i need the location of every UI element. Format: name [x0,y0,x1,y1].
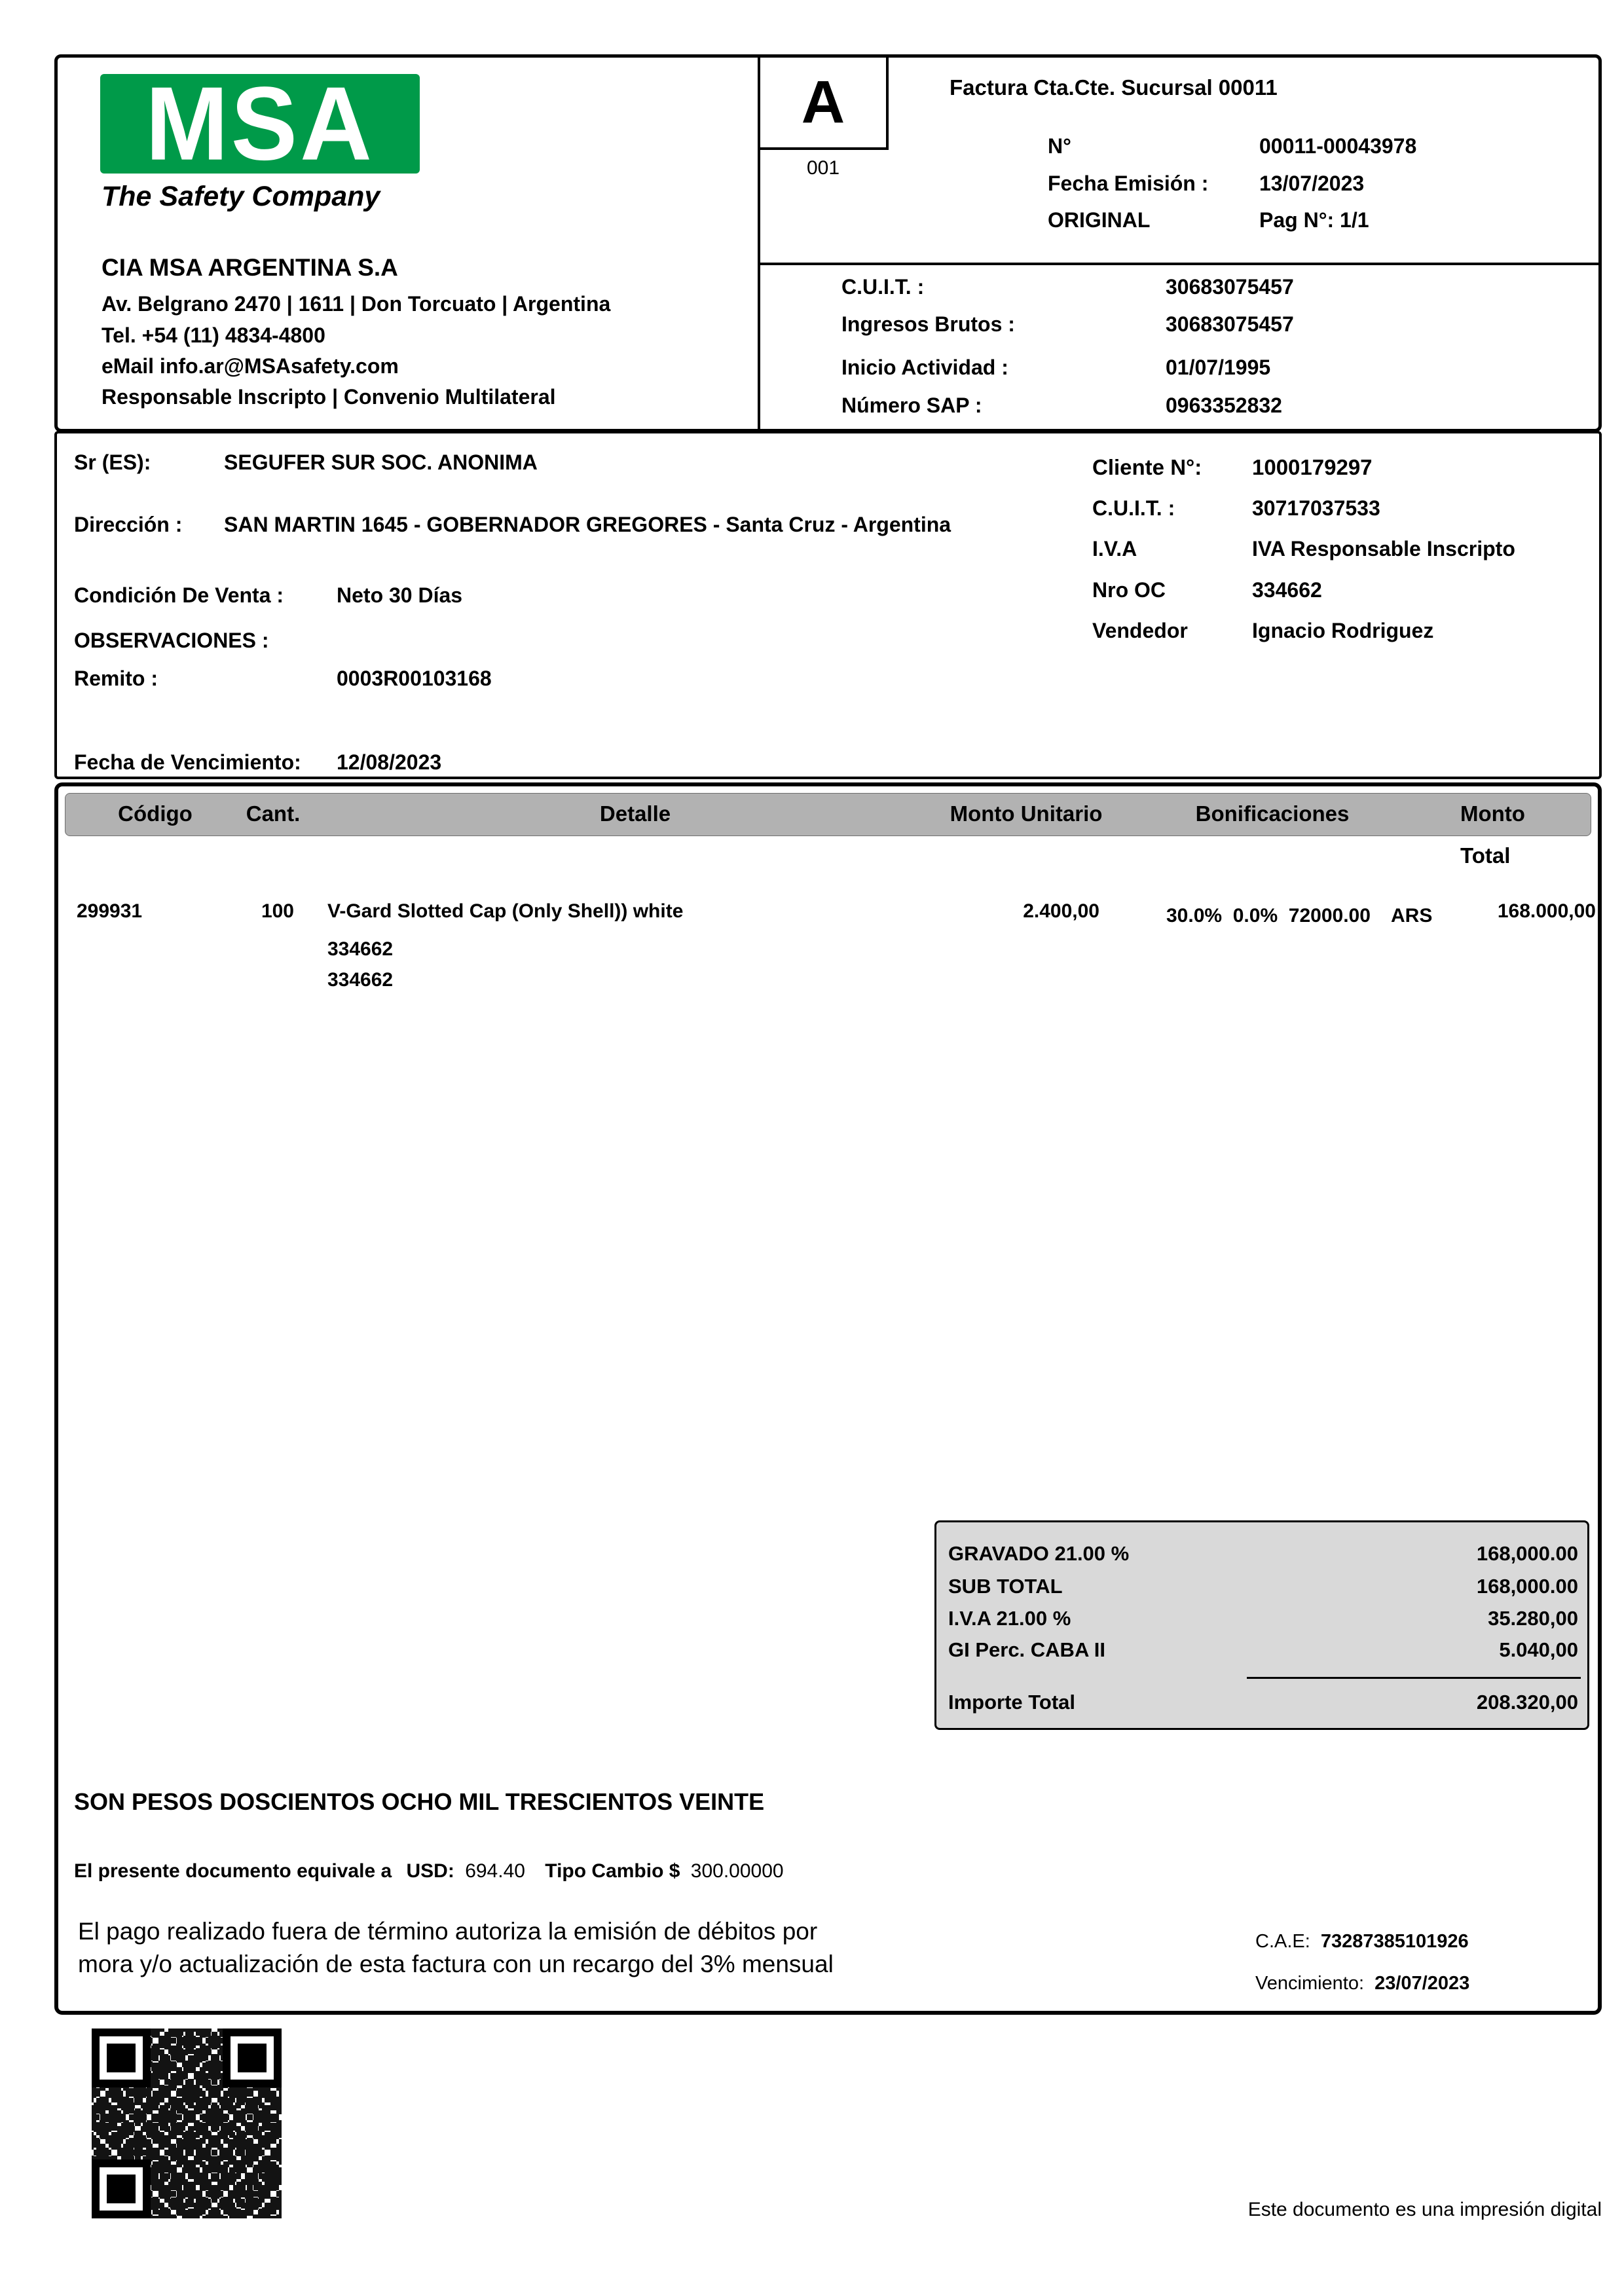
col-header-bonificaciones: Bonificaciones [1195,801,1350,826]
nro-oc-value: 334662 [1252,578,1322,602]
nro-oc-label: Nro OC [1092,578,1166,602]
usd-equivalence-line [74,1860,784,1882]
invoice-title: Factura Cta.Cte. Sucursal 00011 [950,75,1278,100]
company-phone: Tel. +54 (11) 4834-4800 [101,323,325,347]
gi-perc-label: GI Perc. CABA II [948,1638,1106,1661]
legal-paragraph [78,1915,834,1981]
original-label: ORIGINAL [1048,208,1151,232]
col-header-cant: Cant. [246,801,301,826]
vendedor-value: Ignacio Rodriguez [1252,619,1434,642]
condicion-venta-value: Neto 30 Días [337,583,463,607]
amount-in-words: SON PESOS DOSCIENTOS OCHO MIL TRESCIENTOS VEINTE [74,1788,765,1815]
customer-name: SEGUFER SUR SOC. ANONIMA [224,450,538,474]
cae-vencimiento-line [1255,1973,1469,1994]
totals-box [934,1520,1589,1730]
item-cant: 100 [261,900,294,922]
totals-divider [1247,1677,1581,1679]
cae-line [1255,1931,1469,1953]
cae-value: 73287385101926 [1320,1931,1469,1952]
msa-logo [100,65,420,183]
equivalence-prefix: El presente documento equivale a [74,1860,392,1882]
cuit-company-value: 30683075457 [1166,275,1294,299]
page-number: Pag N°: 1/1 [1259,208,1369,232]
iva-total-value: 35.280,00 [1488,1607,1578,1630]
invoice-letter-box [760,58,889,150]
observaciones-label: OBSERVACIONES : [74,629,269,652]
direccion-value: SAN MARTIN 1645 - GOBERNADOR GREGORES - Santa Cruz - Argentina [224,513,951,536]
col-header-monto-total: Monto Total [1460,801,1525,868]
fecha-emision-label: Fecha Emisión : [1048,172,1209,195]
customer-section [54,431,1602,779]
fecha-emision-value: 13/07/2023 [1259,172,1365,195]
inicio-actividad-value: 01/07/1995 [1166,356,1271,379]
legal-line1: El pago realizado fuera de término autoriza la emisión de débitos por [78,1918,818,1945]
item-detalle-line2: 334662 [327,938,394,960]
gravado-value: 168,000.00 [1476,1542,1578,1565]
fecha-vencimiento-value: 12/08/2023 [337,750,442,774]
cuit-company-label: C.U.I.T. : [841,275,925,299]
company-email: eMail info.ar@MSAsafety.com [101,354,399,378]
company-address: Av. Belgrano 2470 | 1611 | Don Torcuato | Argentina [101,292,611,316]
col-header-codigo: Código [118,801,193,826]
direccion-label: Dirección : [74,513,183,536]
col-header-detalle: Detalle [599,801,671,826]
cuit-cliente-label: C.U.I.T. : [1092,496,1175,520]
usd-label: USD: [406,1860,454,1882]
cae-label: C.A.E: [1255,1931,1310,1952]
sr-label: Sr (ES): [74,450,151,474]
invoice-letter: A [801,69,845,136]
condicion-venta-label: Condición De Venta : [74,583,284,607]
item-monto-total: 168.000,00 [1497,900,1596,922]
company-name: CIA MSA ARGENTINA S.A [101,254,398,281]
iva-total-label: I.V.A 21.00 % [948,1607,1071,1630]
invoice-number-label: N° [1048,134,1071,158]
gi-perc-value: 5.040,00 [1499,1638,1578,1661]
remito-value: 0003R00103168 [337,667,492,690]
iva-value: IVA Responsable Inscripto [1252,537,1515,560]
items-section [54,782,1602,2015]
header-section [54,54,1602,432]
invoice-letter-code: 001 [806,157,840,179]
digital-print-note: Este documento es una impresión digital [1247,2199,1602,2220]
cliente-numero-label: Cliente N°: [1092,455,1202,479]
item-moneda: ARS [1391,905,1433,927]
numero-sap-value: 0963352832 [1166,394,1282,417]
exchange-value: 300.00000 [690,1860,784,1882]
fecha-vencimiento-label: Fecha de Vencimiento: [74,750,301,774]
numero-sap-label: Número SAP : [841,394,982,417]
usd-value: 694.40 [465,1860,525,1882]
subtotal-value: 168,000.00 [1476,1575,1578,1598]
ingresos-brutos-label: Ingresos Brutos : [841,312,1015,336]
qr-code [92,2029,282,2218]
exchange-label: Tipo Cambio $ [545,1860,680,1882]
item-monto-unitario: 2.400,00 [1023,900,1099,922]
col-header-monto-unitario: Monto Unitario [950,801,1103,826]
importe-total-value: 208.320,00 [1476,1691,1578,1714]
company-tax-status: Responsable Inscripto | Convenio Multilateral [101,385,556,409]
gravado-label: GRAVADO 21.00 % [948,1542,1130,1565]
vendedor-label: Vendedor [1092,619,1188,642]
header-right-divider [758,263,1598,265]
importe-total-label: Importe Total [948,1691,1076,1714]
item-detalle-line3: 334662 [327,969,394,991]
remito-label: Remito : [74,667,158,690]
invoice-number-value: 00011-00043978 [1259,134,1417,158]
qr-finder-top-left [92,2029,151,2087]
msa-logo-text: MSA [145,65,375,183]
item-codigo: 299931 [77,900,143,922]
brand-tagline: The Safety Company [101,181,380,212]
cae-vencimiento-label: Vencimiento: [1255,1973,1365,1994]
qr-finder-bottom-left [92,2159,151,2218]
cuit-cliente-value: 30717037533 [1252,496,1380,520]
qr-finder-top-right [223,2029,282,2087]
ingresos-brutos-value: 30683075457 [1166,312,1294,336]
item-detalle-line1: V-Gard Slotted Cap (Only Shell)) white [327,900,684,922]
item-bonificaciones: 30.0% 0.0% 72000.00 [1166,905,1371,927]
inicio-actividad-label: Inicio Actividad : [841,356,1008,379]
cliente-numero-value: 1000179297 [1252,455,1373,479]
subtotal-label: SUB TOTAL [948,1575,1063,1598]
cae-vencimiento-value: 23/07/2023 [1375,1973,1470,1994]
iva-label: I.V.A [1092,537,1137,560]
legal-line2: mora y/o actualización de esta factura con un recargo del 3% mensual [78,1951,834,1977]
